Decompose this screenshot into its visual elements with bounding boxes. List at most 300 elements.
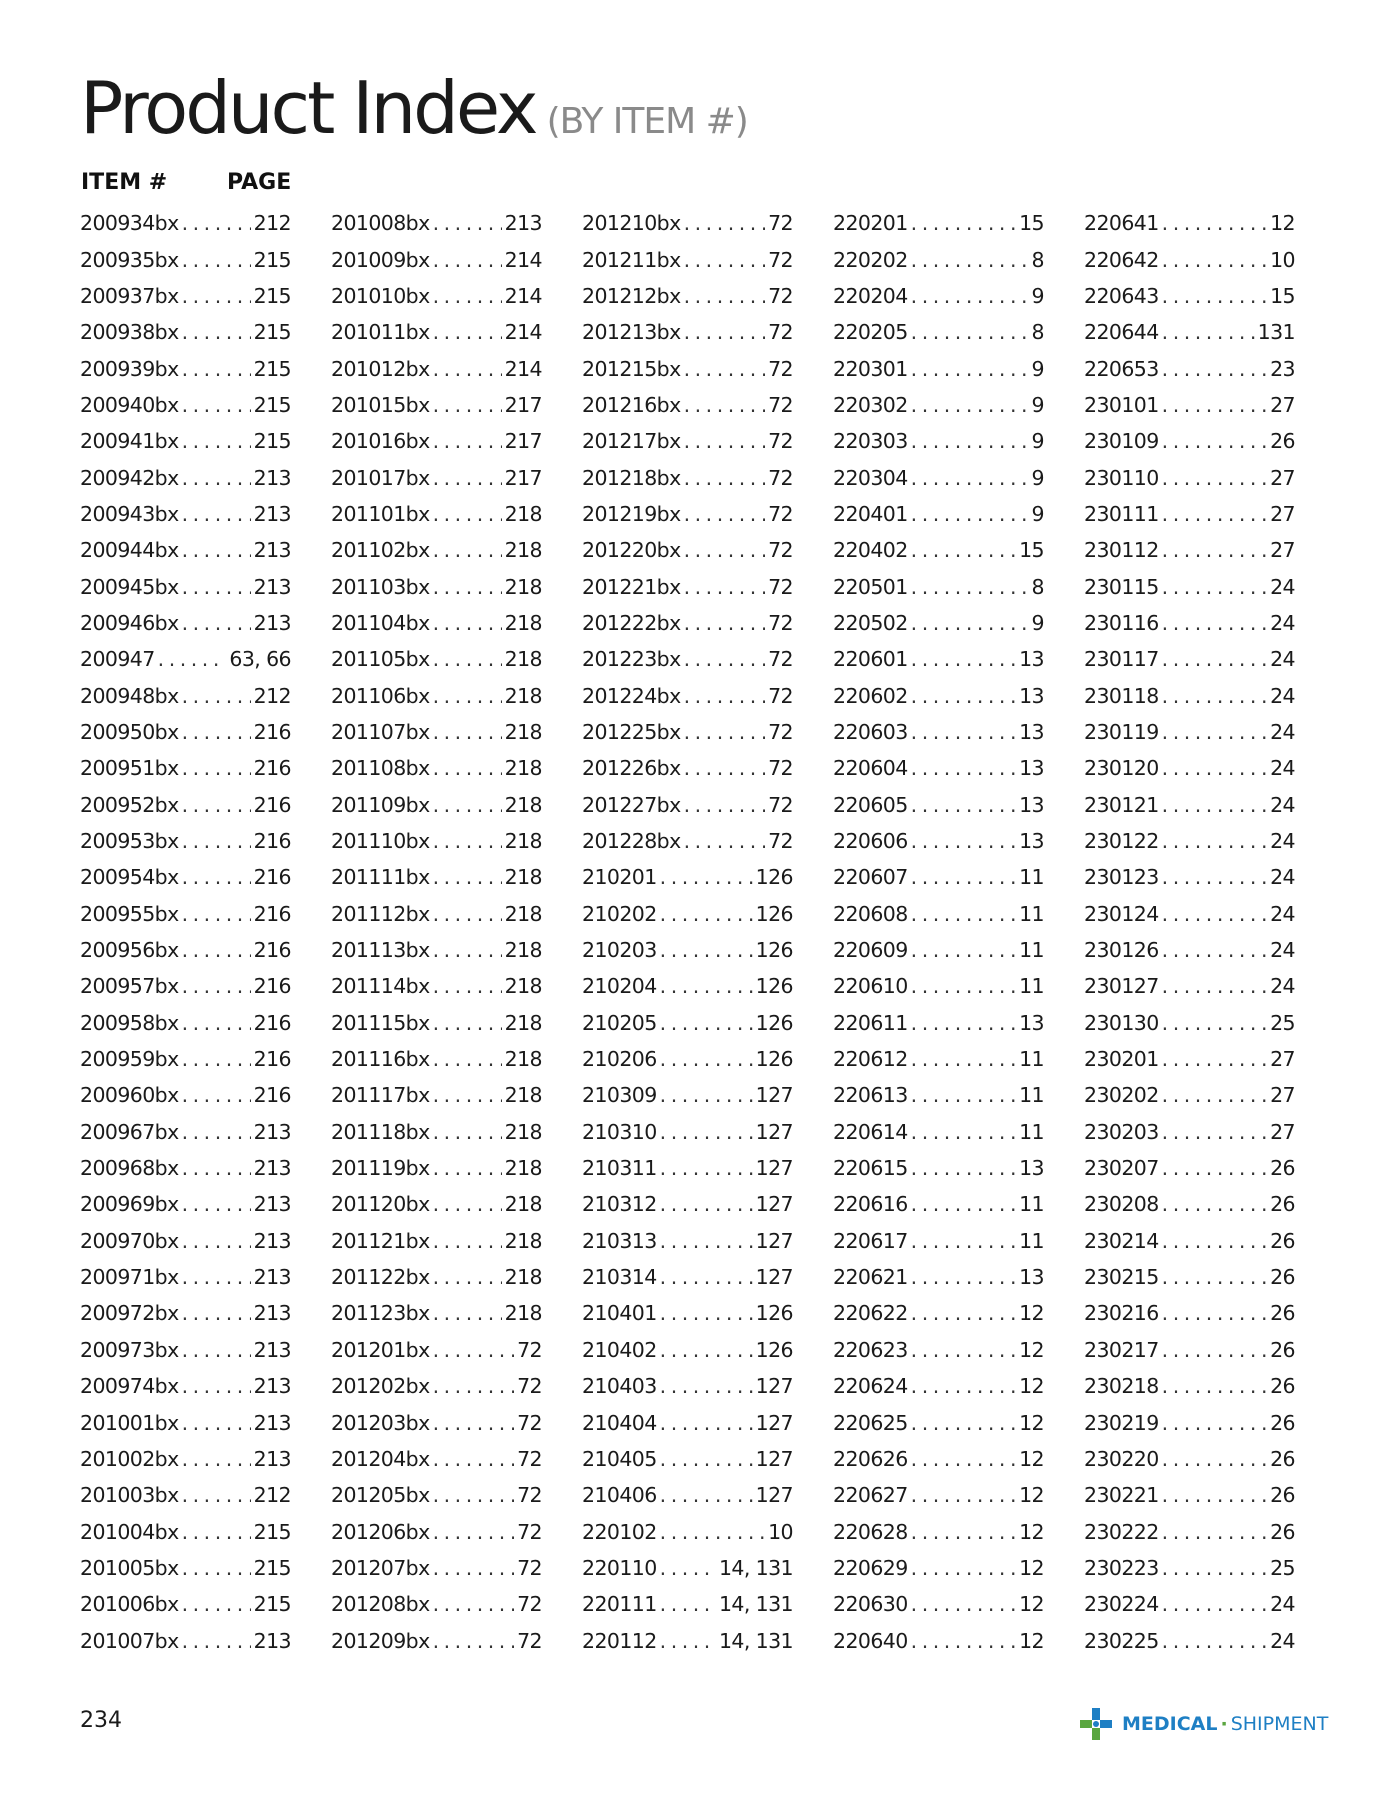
index-entry [582, 1114, 793, 1150]
item-number: 220204 [833, 283, 908, 308]
page-reference: 218 [504, 974, 542, 999]
dot-leader [911, 1156, 1016, 1180]
dot-leader [1162, 211, 1267, 235]
item-number: 220201 [833, 211, 908, 236]
dot-leader [660, 1338, 753, 1362]
page-reference: 218 [504, 1047, 542, 1072]
page-reference: 126 [755, 1047, 793, 1072]
index-entry [582, 205, 793, 241]
index-entry [582, 1005, 793, 1041]
item-number: 200948bx [80, 683, 179, 708]
item-number: 220604 [833, 756, 908, 781]
dot-leader [1162, 684, 1267, 708]
dot-leader [660, 938, 753, 962]
dot-leader [660, 1411, 753, 1435]
item-number: 200969bx [80, 1192, 179, 1217]
index-entry [1084, 387, 1295, 423]
dot-leader [684, 284, 766, 308]
item-number: 201120bx [331, 1192, 430, 1217]
item-number: 220603 [833, 719, 908, 744]
item-number: 220626 [833, 1446, 908, 1471]
index-entry [833, 1622, 1044, 1658]
page-reference: 126 [755, 901, 793, 926]
index-entry [331, 1077, 542, 1113]
dot-leader [433, 647, 502, 671]
index-entry [1084, 496, 1295, 532]
index-entry [331, 1550, 542, 1586]
dot-leader [911, 320, 1029, 344]
index-entry [1084, 1114, 1295, 1150]
page-reference: 11 [1019, 865, 1044, 890]
dot-leader [182, 1520, 251, 1544]
index-column [331, 205, 542, 1659]
index-entry [833, 278, 1044, 314]
item-number: 201113bx [331, 938, 430, 963]
item-number: 230116 [1084, 610, 1159, 635]
index-entry [80, 1259, 291, 1295]
item-number: 220644 [1084, 320, 1159, 345]
index-entry [833, 496, 1044, 532]
page-reference: 24 [1270, 1592, 1295, 1617]
index-entry [582, 750, 793, 786]
dot-leader [1162, 1483, 1267, 1507]
brand-secondary: SHIPMENT [1230, 1713, 1329, 1735]
index-entry [1084, 1550, 1295, 1586]
item-number: 200960bx [80, 1083, 179, 1108]
dot-leader [433, 974, 502, 998]
page-reference: 13 [1019, 683, 1044, 708]
index-entry [582, 641, 793, 677]
item-number: 200946bx [80, 610, 179, 635]
page-reference: 72 [768, 829, 793, 854]
page-reference: 24 [1270, 610, 1295, 635]
index-entry [331, 1186, 542, 1222]
index-entry [833, 459, 1044, 495]
index-entry [1084, 459, 1295, 495]
dot-leader [182, 248, 251, 272]
index-entry [582, 677, 793, 713]
page-reference: 213 [253, 1228, 291, 1253]
item-number: 201008bx [331, 211, 430, 236]
dot-leader [182, 720, 251, 744]
dot-leader [1162, 1047, 1267, 1071]
dot-leader [911, 1192, 1016, 1216]
index-entry [331, 1477, 542, 1513]
index-entry [80, 1041, 291, 1077]
index-entry [1084, 205, 1295, 241]
page-reference: 218 [504, 756, 542, 781]
item-number: 230130 [1084, 1010, 1159, 1035]
item-number: 230117 [1084, 647, 1159, 672]
page-reference: 72 [768, 211, 793, 236]
dot-leader [911, 1011, 1016, 1035]
item-number: 201206bx [331, 1519, 430, 1544]
item-number: 201106bx [331, 683, 430, 708]
item-number: 201227bx [582, 792, 681, 817]
page-reference: 12 [1019, 1374, 1044, 1399]
page-reference: 218 [504, 1010, 542, 1035]
item-number: 200958bx [80, 1010, 179, 1035]
dot-leader [684, 684, 766, 708]
page-reference: 214 [504, 320, 542, 345]
index-entry [80, 1441, 291, 1477]
dot-leader [660, 1047, 753, 1071]
page-reference: 26 [1270, 1265, 1295, 1290]
item-number: 230115 [1084, 574, 1159, 599]
dot-leader [182, 357, 251, 381]
brand-logo [1078, 1706, 1328, 1742]
page-reference: 127 [755, 1083, 793, 1108]
item-number: 201107bx [331, 719, 430, 744]
page-reference: 27 [1270, 538, 1295, 563]
index-entry [582, 241, 793, 277]
index-entry [80, 641, 291, 677]
page-reference: 12 [1019, 1483, 1044, 1508]
page-reference: 218 [504, 683, 542, 708]
page-reference: 213 [253, 538, 291, 563]
index-entry [80, 677, 291, 713]
page-reference: 215 [253, 1519, 291, 1544]
dot-leader [911, 1047, 1016, 1071]
page-reference: 12 [1019, 1337, 1044, 1362]
dot-leader [182, 1120, 251, 1144]
page-reference: 26 [1270, 1192, 1295, 1217]
dot-leader [684, 647, 766, 671]
item-number: 230118 [1084, 683, 1159, 708]
page-reference: 213 [253, 1628, 291, 1653]
dot-leader [684, 429, 766, 453]
index-entry [1084, 1186, 1295, 1222]
item-number: 220614 [833, 1119, 908, 1144]
dot-leader [911, 502, 1029, 526]
item-number: 201114bx [331, 974, 430, 999]
page-reference: 216 [253, 1047, 291, 1072]
item-number: 220304 [833, 465, 908, 490]
item-number: 220112 [582, 1628, 657, 1653]
dot-leader [1162, 1556, 1267, 1580]
item-number: 210314 [582, 1265, 657, 1290]
dot-leader [660, 865, 753, 889]
item-number: 201205bx [331, 1483, 430, 1508]
page-reference: 9 [1031, 392, 1044, 417]
dot-leader [433, 502, 502, 526]
item-number: 220102 [582, 1519, 657, 1544]
index-entry [833, 1368, 1044, 1404]
item-number: 200942bx [80, 465, 179, 490]
index-entry [1084, 1404, 1295, 1440]
page-reference: 26 [1270, 1228, 1295, 1253]
item-number: 230220 [1084, 1446, 1159, 1471]
item-number: 210203 [582, 938, 657, 963]
page-reference: 27 [1270, 392, 1295, 417]
index-entry [582, 714, 793, 750]
index-entry [1084, 1077, 1295, 1113]
dot-leader [433, 211, 502, 235]
dot-leader [182, 466, 251, 490]
item-number: 201225bx [582, 719, 681, 744]
dot-leader [433, 1338, 515, 1362]
index-entry [80, 532, 291, 568]
index-entry [833, 1404, 1044, 1440]
item-number: 220653 [1084, 356, 1159, 381]
dot-leader [433, 466, 502, 490]
page-reference: 218 [504, 610, 542, 635]
page-reference: 215 [253, 429, 291, 454]
index-entry [833, 1114, 1044, 1150]
item-number: 201228bx [582, 829, 681, 854]
item-number: 230201 [1084, 1047, 1159, 1072]
item-number: 200938bx [80, 320, 179, 345]
dot-leader [660, 1192, 753, 1216]
item-number: 220629 [833, 1555, 908, 1580]
index-entry [582, 568, 793, 604]
index-entry [1084, 750, 1295, 786]
item-number: 220613 [833, 1083, 908, 1108]
page-reference: 27 [1270, 1083, 1295, 1108]
index-entry [582, 1332, 793, 1368]
item-number: 201224bx [582, 683, 681, 708]
dot-leader [433, 865, 502, 889]
dot-leader [182, 502, 251, 526]
dot-leader [182, 429, 251, 453]
index-entry [331, 205, 542, 241]
index-entry [1084, 423, 1295, 459]
page-reference: 8 [1031, 247, 1044, 272]
item-number: 220640 [833, 1628, 908, 1653]
item-number: 201101bx [331, 501, 430, 526]
page-reference: 126 [755, 938, 793, 963]
page-reference: 218 [504, 574, 542, 599]
page-reference: 213 [253, 1337, 291, 1362]
page-reference: 218 [504, 829, 542, 854]
page-reference: 11 [1019, 1192, 1044, 1217]
dot-leader [911, 393, 1029, 417]
item-number: 220402 [833, 538, 908, 563]
page-reference: 24 [1270, 865, 1295, 890]
page-reference: 12 [1019, 1301, 1044, 1326]
page-reference: 216 [253, 1083, 291, 1108]
dot-leader [1162, 720, 1267, 744]
index-entry [80, 1550, 291, 1586]
page-reference: 72 [768, 719, 793, 744]
index-entry [833, 350, 1044, 386]
page-reference: 24 [1270, 901, 1295, 926]
index-entry [331, 1223, 542, 1259]
item-number: 200937bx [80, 283, 179, 308]
dot-leader [911, 1411, 1016, 1435]
index-entry [833, 932, 1044, 968]
index-entry [80, 496, 291, 532]
index-entry [80, 314, 291, 350]
index-entry [80, 787, 291, 823]
page-reference: 12 [1019, 1555, 1044, 1580]
dot-leader [911, 1447, 1016, 1471]
dot-leader [660, 1156, 753, 1180]
page-reference: 24 [1270, 647, 1295, 672]
dot-leader [684, 320, 766, 344]
item-number: 210201 [582, 865, 657, 890]
index-entry [80, 714, 291, 750]
item-number: 201003bx [80, 1483, 179, 1508]
item-number: 201211bx [582, 247, 681, 272]
index-entry [833, 896, 1044, 932]
page-reference: 218 [504, 538, 542, 563]
dot-leader [433, 1301, 502, 1325]
index-entry [833, 241, 1044, 277]
dot-leader [684, 756, 766, 780]
index-entry [331, 568, 542, 604]
index-entry [331, 459, 542, 495]
index-entry [331, 314, 542, 350]
dot-leader [660, 1520, 765, 1544]
index-column [1084, 205, 1295, 1659]
item-number: 230203 [1084, 1119, 1159, 1144]
page-reference: 24 [1270, 829, 1295, 854]
page-reference: 26 [1270, 1337, 1295, 1362]
page-reference: 218 [504, 901, 542, 926]
item-number: 210311 [582, 1156, 657, 1181]
dot-leader [433, 1483, 515, 1507]
item-number: 230221 [1084, 1483, 1159, 1508]
index-entry [331, 278, 542, 314]
dot-leader [182, 1374, 251, 1398]
dot-leader [182, 1083, 251, 1107]
index-entry [331, 1150, 542, 1186]
dot-leader [684, 575, 766, 599]
page-reference: 126 [755, 1301, 793, 1326]
index-entry [1084, 787, 1295, 823]
item-number: 201221bx [582, 574, 681, 599]
dot-leader [433, 793, 502, 817]
item-number: 230123 [1084, 865, 1159, 890]
index-entry [1084, 677, 1295, 713]
page-reference: 217 [504, 429, 542, 454]
item-number: 230109 [1084, 429, 1159, 454]
index-entry [1084, 568, 1295, 604]
item-number: 200971bx [80, 1265, 179, 1290]
page-reference: 14, 131 [718, 1628, 793, 1653]
index-entry [582, 1404, 793, 1440]
page-reference: 15 [1019, 211, 1044, 236]
page-reference: 215 [253, 1555, 291, 1580]
page-reference: 214 [504, 356, 542, 381]
dot-leader [182, 1556, 251, 1580]
dot-leader [911, 248, 1029, 272]
page-reference: 9 [1031, 465, 1044, 490]
page-reference: 72 [517, 1337, 542, 1362]
item-number: 201222bx [582, 610, 681, 635]
dot-leader [182, 902, 251, 926]
item-number: 201209bx [331, 1628, 430, 1653]
item-number: 201015bx [331, 392, 430, 417]
page-reference: 11 [1019, 1119, 1044, 1144]
item-number: 220622 [833, 1301, 908, 1326]
index-entry [582, 1550, 793, 1586]
index-entry [80, 1114, 291, 1150]
page-reference: 218 [504, 719, 542, 744]
dot-leader [433, 1411, 515, 1435]
page-reference: 218 [504, 1083, 542, 1108]
brand-separator: · [1220, 1713, 1228, 1735]
index-entry [833, 1005, 1044, 1041]
dot-leader [182, 211, 251, 235]
item-number: 201208bx [331, 1592, 430, 1617]
index-entry [331, 968, 542, 1004]
page-reference: 12 [1019, 1410, 1044, 1435]
dot-leader [433, 1229, 502, 1253]
page-reference: 213 [253, 574, 291, 599]
dot-leader [182, 1156, 251, 1180]
item-number: 230222 [1084, 1519, 1159, 1544]
dot-leader [182, 611, 251, 635]
dot-leader [433, 611, 502, 635]
item-number: 220617 [833, 1228, 908, 1253]
index-entry [80, 750, 291, 786]
index-entry [833, 1150, 1044, 1186]
dot-leader [433, 684, 502, 708]
index-column [80, 205, 291, 1659]
item-number: 201005bx [80, 1555, 179, 1580]
dot-leader [182, 575, 251, 599]
item-number: 220643 [1084, 283, 1159, 308]
index-entry [1084, 714, 1295, 750]
index-entry [80, 1186, 291, 1222]
index-entry [1084, 350, 1295, 386]
item-number: 201017bx [331, 465, 430, 490]
index-entry [833, 1550, 1044, 1586]
index-entry [80, 1404, 291, 1440]
dot-leader [911, 829, 1016, 853]
index-entry [1084, 1005, 1295, 1041]
brand-primary: MEDICAL [1122, 1713, 1218, 1735]
item-number: 201109bx [331, 792, 430, 817]
page-reference: 218 [504, 1119, 542, 1144]
index-entry [582, 1441, 793, 1477]
page-reference: 8 [1031, 320, 1044, 345]
dot-leader [433, 357, 502, 381]
item-number: 200953bx [80, 829, 179, 854]
item-number: 230202 [1084, 1083, 1159, 1108]
brand-name [1122, 1713, 1328, 1735]
item-number: 201007bx [80, 1628, 179, 1653]
index-entry [582, 1513, 793, 1549]
index-entry [80, 1513, 291, 1549]
dot-leader [1162, 902, 1267, 926]
item-number: 230214 [1084, 1228, 1159, 1253]
dot-leader [660, 1483, 753, 1507]
page-reference: 26 [1270, 1483, 1295, 1508]
page-reference: 24 [1270, 574, 1295, 599]
dot-leader [182, 1047, 251, 1071]
index-entry [331, 605, 542, 641]
index-entry [582, 1150, 793, 1186]
index-entry [80, 1622, 291, 1658]
page-reference: 216 [253, 719, 291, 744]
dot-leader [1162, 538, 1267, 562]
dot-leader [182, 393, 251, 417]
page-reference: 217 [504, 392, 542, 417]
index-entry [833, 605, 1044, 641]
index-entry [80, 568, 291, 604]
page-reference: 213 [253, 501, 291, 526]
index-entry [331, 1368, 542, 1404]
index-entry [331, 423, 542, 459]
index-entry [582, 1477, 793, 1513]
index-entry [582, 1368, 793, 1404]
index-entry [331, 1041, 542, 1077]
dot-leader [911, 538, 1016, 562]
page-reference: 72 [768, 756, 793, 781]
